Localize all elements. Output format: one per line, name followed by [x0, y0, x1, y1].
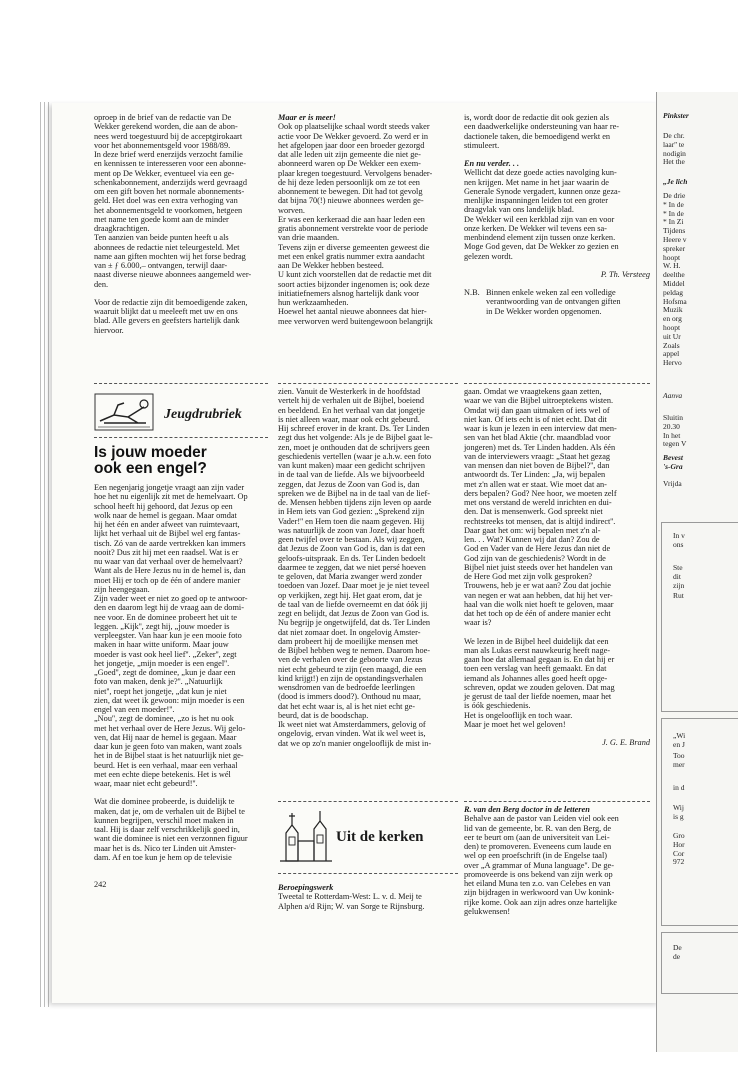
section-divider	[94, 383, 268, 384]
section-title: Jeugdrubriek	[164, 407, 242, 422]
text-fragment: „Wi en J	[673, 731, 686, 749]
signature: P. Th. Versteeg	[600, 269, 650, 279]
church-illustration	[278, 807, 334, 863]
text-fragment: In v ons	[673, 531, 685, 549]
section-divider	[464, 383, 650, 384]
section-divider	[278, 873, 458, 874]
article-title-line: Is jouw moeder	[94, 444, 207, 461]
paragraph: Een negenjarig jongetje vraagt aan zijn vader hoe het nu eigenlijk zit met de hemelvaart. Op school heeft hij gehoord, dat Jezus op een wolk naar de hemel is gegaan. Maar omdat hij het één en ander afweet van ruimtevaart, lijkt het verhaal uit de Bijbel wel erg fantas- tisch. Zó van de aarde vertrekken kan immers nooit? Dus zit hij met een raadsel. Wat is er nu waar van dat verhaal over de hemelvaart? Want als de Here Jezus nu in de hemel is, dan moet Hij er toch op de één of andere manier zijn heengegaan. Zijn vader weet er niet zo goed op te antwoor- den en daarom legt hij de vraag aan de domi- nee voor. En de dominee probeert het uit te leggen. „Kijk'', zegt hij, „jouw moeder is verpleegster. Van haar kun je een mooie foto maken in haar witte uniform. Maar jouw moeder is vast ook heel lief''. „Zeker'', zegt het jongetje, „mijn moeder is een engel''. „Goed'', zegt de dominee, „kun je daar een foto van maken, denk je?''. „Natuurlijk niet'', roept het jongetje, „dat kun je niet zien, dat weet ik gewoon: mijn moeder is een engel van een moeder!''. „Nou'', zegt de dominee, „zo is het nu ook met het verhaal over de Here Jezus. Wij gelo- ven, dat Hij naar de hemel is gegaan. Maar daar kun je geen foto van maken, want zoals het in de Bijbel staat is het natuurlijk niet ge- beurd. Het is een verhaal, maar een verhaal met een echte diepe betekenis. Het is wél waar, maar niet echt gebeurd!''.	[94, 483, 248, 788]
paragraph: gaan. Omdat we vraagtekens gaan zetten, waar we van die Bijbel uitroeptekens wisten. Omdat wij dan gaan uitmaken of iets wel of niet kan. Of iets echt is of niet echt. Dat dit waar is kun je lezen in een interview dat men- sen van het blad Aktie (chr. maandblad voor jongeren) met ds. Ter Linden hadden. Als één van de interviewers vraagt: „Staat het gezag van mensen dan niet boven de Bijbel?'', dan antwoordt ds. Ter Linden: „Ja, wij bepalen met z'n allen wat er staat. Wie moet dat an- ders bepalen? God? Nee hoor, we moeten zelf met ons verstand de wereld inrichten en dui- den. Dat is mensenwerk. God spreekt niet rechtstreeks tot mensen, dat is altijd indirect''. Daar gaat het om: wij bepalen met z'n al- len. . . Wat? Kunnen wij dat dan? Zou de God en Vader van de Here Jezus dan niet de God zijn van de geschiedenis? Wordt in de Bijbel niet juist steeds over het handelen van de Here God met zijn volk gesproken? Trouwens, heb je er wat aan? Zou dat jochie van negen er wat aan hebben, dat hij het ver- haal van die wolk niet hoeft te geloven, maar dat het toch op de één of andere manier echt waar is?	[464, 387, 617, 628]
doctor-column	[464, 805, 650, 916]
jeugd-column-3	[464, 387, 650, 747]
reclining-figure-illustration	[94, 393, 154, 431]
jeugd-column-2	[278, 387, 458, 748]
paragraph: oproep in de brief van de redactie van De Wekker gerekend worden, die aan de abon- nees werd toegestuurd bij de acceptgirokaart voor het abonnementsgeld voor 1988/89. In deze brief werd enerzijds verzocht familie en kennissen te interesseren voor een abonne- ment op De Wekker, eventueel via een ge- schenkabonnement, anderzijds werd gevraagd om een gift boven het normale abonnements- geld. Het doel was een extra verhoging van het abonnementsgeld te voorkomen, hetgeen met name ten goede komt aan de minder draagkrachtigen. Ten aanzien van beide punten heeft u als abonnees de redactie niet teleurgesteld. Met name aan giften mochten wij het forse bedrag van ± ƒ 6.000,– ontvangen, terwijl daar- naast diverse nieuwe abonnees aangemeld wer- den.	[94, 113, 252, 289]
nb-note	[464, 288, 650, 316]
subheading: En nu verder. . .	[464, 159, 520, 168]
subheading: Beroepingswerk	[278, 883, 334, 892]
text-fragment: Bevest 's-Gra	[663, 453, 683, 471]
paragraph: Wellicht dat deze goede acties navolging kun- nen krijgen. Met name in het jaar waarin de Generale Synode vergadert, kunnen onze geza- menlijke inspanningen leiden tot een groter draagvlak van ons landelijk blad. De Wekker wil een kerkblad zijn van en voor onze kerken. De Wekker wil tevens een sa- menbindend element zijn tussen onze kerken. Moge God geven, dat De Wekker zo gezien en gelezen wordt.	[464, 168, 621, 261]
kerken-column	[278, 883, 458, 911]
magazine-page	[52, 103, 660, 1003]
jeugd-column-1	[94, 445, 274, 889]
text-fragment: „Je lich	[663, 177, 688, 186]
text-fragment: Pinkster	[663, 111, 689, 120]
page-number: 242	[94, 880, 107, 889]
section-divider	[464, 801, 650, 802]
nb-label: N.B.	[464, 288, 480, 297]
bordered-box	[661, 522, 738, 712]
jeugdrubriek-header	[94, 387, 268, 437]
text-fragment: Too mer	[673, 751, 685, 769]
subheading: Maar er is meer!	[278, 113, 336, 122]
paragraph: Tweetal te Rotterdam-West: L. v. d. Meij te Alphen a/d Rijn; W. van Sorge te Rijnsburg.	[278, 892, 425, 911]
paragraph: Voor de redactie zijn dit bemoedigende zaken, waaruit blijkt dat u meeleeft met uw en ons blad. Alle gevers en geefsters hartelijk dank hiervoor.	[94, 297, 248, 335]
paragraph: Ook op plaatselijke schaal wordt steeds vaker actie voor De Wekker gevoerd. Zo werd er in het afgelopen jaar door een broeder gezorgd dat alle leden uit zijn gemeente die niet ge- abonneerd waren op De Wekker een exem- plaar kregen toegestuurd. Vervolgens benader- de hij deze leden persoonlijk om ze tot een abonnement te bewegen. Dit had tot gevolg dat bijna 70(!) nieuwe abonnees werden ge- worven. Er was een kerkeraad die aan haar leden een gratis abonnement verstrekte voor de periode van drie maanden. Tevens zijn er diverse gemeenten geweest die met een enkel gratis nummer extra aandacht aan De Wekker hebben besteed. U kunt zich voorstellen dat de redactie met dit soort acties bijzonder ingenomen is; ook deze initiatiefnemers alsnog hartelijk dank voor hun werkzaamheden. Hoewel het aantal nieuwe abonnees dat hier- mee verworven werd buitengewoon belangrijk	[278, 122, 433, 326]
text-fragment: Ste dit zijn	[673, 563, 685, 590]
top-column-2	[278, 113, 458, 326]
article-title	[94, 445, 274, 477]
nb-text: Binnen enkele weken zal een volledige verantwoording van de ontvangen giften in De Wekker worden opgenomen.	[486, 288, 621, 316]
section-divider	[94, 437, 268, 438]
text-fragment: Vrijda	[663, 479, 682, 488]
top-column-1	[94, 113, 274, 335]
paragraph: Wat die dominee probeerde, is duidelijk te maken, dat je, om de verhalen uit de Bijbel te kunnen begrijpen, verschil moet maken in taal. Hij is daar zelf verschrikkelijk goed in, want die dominee is niet een verzonnen figuur maar het is ds. Nico ter Linden uit Amster- dam. Af en toe kun je hem op de televisie	[94, 797, 248, 862]
text-fragment: De de	[673, 943, 682, 961]
text-fragment: Sluitin 20.30 In het tegen V	[663, 413, 687, 449]
top-column-3	[464, 113, 650, 316]
text-fragment: in d	[673, 783, 685, 792]
bordered-box	[661, 932, 738, 994]
text-fragment: De chr. laar'' te nodigin Het the	[663, 131, 686, 167]
text-fragment: Wij is g	[673, 803, 684, 821]
section-divider	[278, 801, 458, 802]
section-title: Uit de kerken	[336, 829, 424, 845]
text-fragment: Aanva	[663, 391, 683, 400]
text-fragment: Gro Hor Cor 972	[673, 831, 685, 867]
kerken-header	[278, 805, 458, 867]
article-title-line: ook een engel?	[94, 460, 207, 477]
paragraph: zien. Vanuit de Westerkerk in de hoofdstad vertelt hij de verhalen uit de Bijbel, boeiend en beeldend. En het verhaal van dat jongetje is niet alleen waar, maar ook echt gebeurd. Hij schreef erover in de krant. Ds. Ter Linden zegt dus het volgende: Als je de Bijbel gaat le- zen, moet je onthouden dat de schrijvers geen geschiedenis vertellen (waar je a.h.w. een foto van kunt maken) maar een gedicht schrijven in de taal van de liefde. Als we bijvoorbeeld zeggen, dat Jezus de Zoon van God is, dan spreken we de Bijbel na in de taal van de lief- de. Mensen hebben tijdens zijn leven op aarde in Hem iets van God gezien: „Sprekend zijn Vader!'' en Hem toen die naam gegeven. Hij was natuurlijk de zoon van Jozef, daar hoeft geen twijfel over te bestaan. Als wij zeggen, dat Jezus de Zoon van God is, dan is dat een geloofs-uitspraak. En ds. Ter Linden bedoelt daarmee te zeggen, dat we niet persé hoeven te geloven, dat Maria zwanger werd zonder toedoen van Jozef. Daar moet je je niet teveel op verkijken, zegt hij. Het gaat erom, dat je de taal van de liefde overneemt en dat óók jij zegt en belijdt, dat Jezus de Zoon van God is. Nu begrijp je ongetwijfeld, dat ds. Ter Linden dat niet zomaar doet. In ongelovig Amster- dam probeert hij de moeilijke mensen met de Bijbel hebben weg te nemen. Daarom hoe- ven de verhalen over de geboorte van Jezus niet echt gebeurd te zijn (een maagd, die een kind krijgt!) en zijn de opstandingsverhalen wensdromen van de bedroefde leerlingen (dood is immers dood?). Onthoud nu maar, dat het echt waar is, al is het niet echt ge- beurd, dat is de boodschap. Ik weet niet wat Amsterdammers, gelovig of ongelovig, ervan vinden. Wat ik wel weet is, dat we op zo'n manier ongelooflijk de mist in-	[278, 387, 433, 748]
text-fragment: Rut	[673, 591, 684, 600]
section-divider	[278, 383, 458, 384]
paragraph: Behalve aan de pastor van Leiden viel ook een lid van de gemeente, br. R. van den Berg, de eer te beurt om (aan de universiteit van Lei- den) te promoveren. Eveneens cum laude en wel op een proefschrift (in de Engelse taal) over „A grammar of Muna language''. De ge- promoveerde is ons bekend van zijn werk op het eiland Muna ten z.o. van Celebes en van zijn bijdragen in werkwoord van Uw konink- rijke kome. Ook aan zijn adres onze hartelijke gelukwensen!	[464, 814, 619, 916]
next-page-sliver	[656, 92, 738, 1052]
signature: J. G. E. Brand	[602, 738, 650, 747]
subheading: R. van den Berg doctor in de letteren	[464, 805, 590, 814]
paragraph: is, wordt door de redactie dit ook gezien als een daadwerkelijke ondersteuning van haar re- dactionele taken, die bemoedigend werkt en stimuleert.	[464, 113, 620, 150]
paragraph: We lezen in de Bijbel heel duidelijk dat een man als Lukas eerst nauwkeurig heeft nage- gaan hoe dat allemaal gegaan is. En dat hij er toen een verslag van heeft gemaakt. En dat iemand als Johannes alles goed heeft opge- schreven, opdat we zouden geloven. Dat mag je gerust de taal der liefde noemen, maar het is óók geschiedenis. Het is ongelooflijk en toch waar. Maar je moet het wel geloven!	[464, 636, 615, 729]
text-fragment: De drie * In de * In de * In Zi Tijdens Heere v spreker hoopt W. H. deelthe Middel peldag Hofsma Muzik en org hoopt uit Ur Zoals appel Hervo	[663, 191, 687, 368]
